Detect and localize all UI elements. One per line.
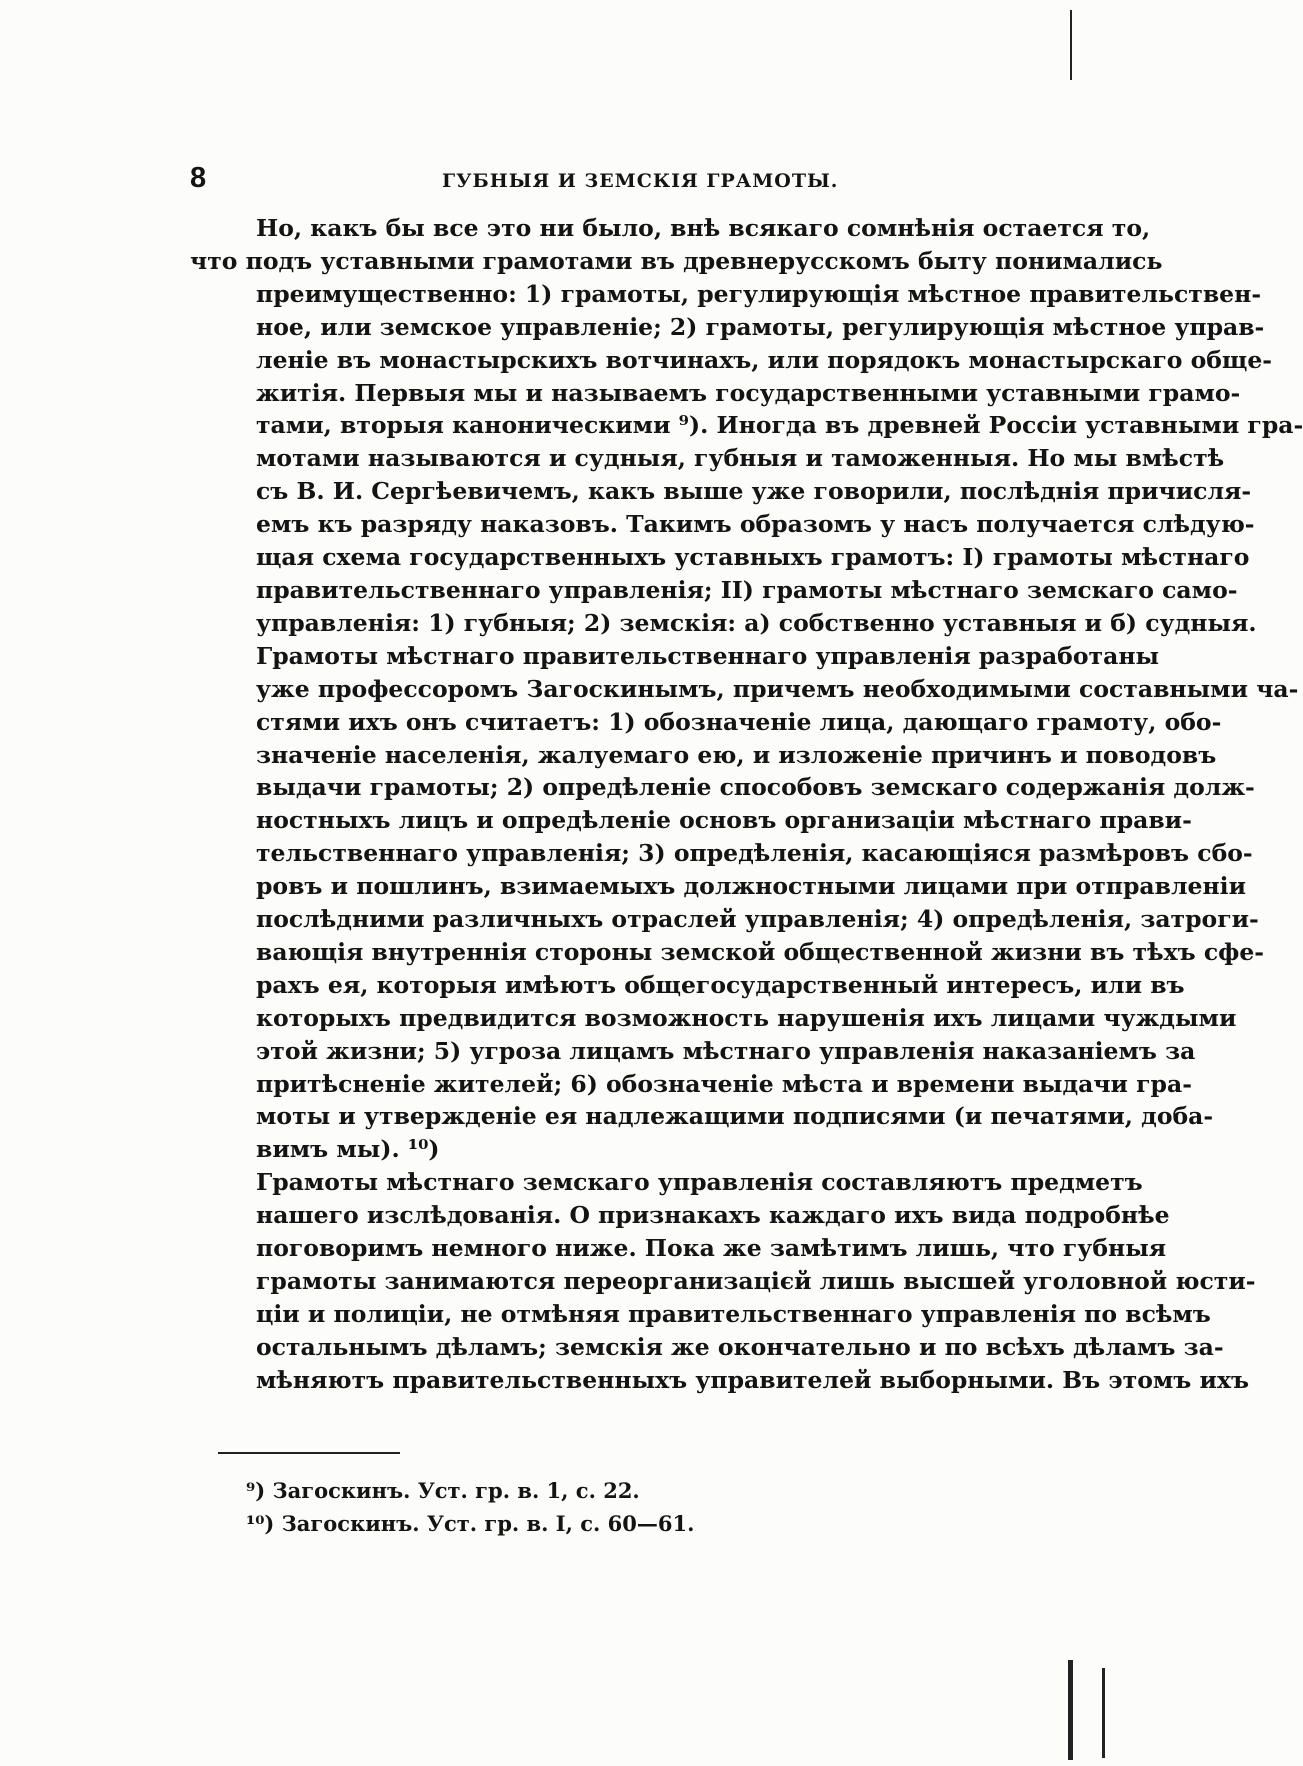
text-line: выдачи грамоты; 2) опредѣленіе способовъ земскаго содержанія долж-	[256, 773, 1255, 802]
text-line: остальнымъ дѣламъ; земскія же окончательно и по всѣхъ дѣламъ за-	[256, 1332, 1224, 1361]
footnote-rule	[218, 1452, 400, 1454]
text-line: мотами называются и судныя, губныя и таможенныя. Но мы вмѣстѣ	[256, 444, 1225, 473]
text-line: Но, какъ бы все это ни было, внѣ всякаго сомнѣнія остается то,	[256, 214, 1151, 242]
text-line: этой жизни; 5) угроза лицамъ мѣстнаго управленія наказаніемъ за	[256, 1036, 1196, 1065]
footnote-text: Загоскинъ. Уст. гр. в. I, с. 60—61.	[281, 1511, 695, 1536]
text-line: управленія: 1) губныя; 2) земскія: а) собственно уставныя и б) судныя.	[256, 608, 1257, 637]
text-line: Грамоты мѣстнаго земскаго управленія составляютъ предметъ	[256, 1168, 1143, 1197]
text-line: правительственнаго управленія; II) грамоты мѣстнаго земскаго само-	[256, 575, 1238, 604]
running-title: ГУБНЫЯ И ЗЕМСКІЯ ГРАМОТЫ.	[442, 170, 839, 192]
footnotes	[246, 1474, 946, 1540]
text-line: послѣдними различныхъ отраслей управленія; 4) опредѣленія, затроги-	[256, 905, 1259, 934]
text-line: значеніе населенія, жалуемаго ею, и изложеніе причинъ и поводовъ	[256, 740, 1217, 769]
text-line: ціи и полиціи, не отмѣняя правительственнаго управленія по всѣмъ	[256, 1299, 1211, 1328]
text-line: поговоримъ немного ниже. Пока же замѣтимъ лишь, что губныя	[256, 1234, 1167, 1263]
text-line: уже профессоромъ Загоскинымъ, причемъ необходимыми составными ча-	[256, 674, 1299, 703]
text-line: тельственнаго управленія; 3) опредѣленія, касающіяся размѣровъ сбо-	[256, 839, 1253, 868]
text-line: житія. Первыя мы и называемъ государственными уставными грамо-	[256, 378, 1241, 407]
text-line: щая схема государственныхъ уставныхъ грамотъ: I) грамоты мѣстнаго	[256, 543, 1250, 572]
text-line: леніе въ монастырскихъ вотчинахъ, или порядокъ монастырскаго обще-	[256, 345, 1273, 374]
text-line: ное, или земское управленіе; 2) грамоты, регулирующія мѣстное управ-	[256, 312, 1265, 341]
scan-edge-mark-bottom-right	[1102, 1668, 1105, 1758]
scan-edge-mark-top	[1070, 10, 1072, 80]
text-line: вающія внутреннія стороны земской общественной жизни въ тѣхъ сфе-	[256, 937, 1265, 966]
text-line: вимъ мы). ¹⁰)	[256, 1135, 440, 1164]
paragraph-3	[190, 1166, 1256, 1396]
text-line: стями ихъ онъ считаетъ: 1) обозначеніе лица, дающаго грамоту, обо-	[256, 707, 1222, 736]
text-line: съ В. И. Сергѣевичемъ, какъ выше уже говорили, послѣднія причисля-	[256, 477, 1252, 506]
footnote-mark: ⁹)	[246, 1478, 266, 1503]
footnote-10	[246, 1507, 946, 1540]
text-line: нашего изслѣдованія. О признакахъ каждаго ихъ вида подробнѣе	[256, 1201, 1170, 1230]
text-line: ровъ и пошлинъ, взимаемыхъ должностными лицами при отправленіи	[256, 872, 1247, 901]
text-line: что подъ уставными грамотами въ древнерусскомъ быту понимались	[190, 246, 1163, 275]
body-text	[190, 212, 1303, 1397]
footnote-9	[246, 1474, 946, 1507]
text-line: рахъ ея, которыя имѣютъ общегосударственный интересъ, или въ	[256, 970, 1185, 999]
text-line: тами, вторыя каноническими ⁹). Иногда въ древней Россіи уставными гра-	[256, 411, 1303, 440]
text-line: притѣсненіе жителей; 6) обозначеніе мѣста и времени выдачи гра-	[256, 1069, 1192, 1098]
text-line: преимущественно: 1) грамоты, регулирующія мѣстное правительствен-	[256, 279, 1262, 308]
text-line: грамоты занимаются переорганизацієй лишь высшей уголовной юсти-	[256, 1267, 1256, 1295]
footnote-text: Загоскинъ. Уст. гр. в. 1, с. 22.	[272, 1478, 640, 1503]
text-line: мѣняютъ правительственныхъ управителей выборными. Въ этомъ ихъ	[256, 1365, 1249, 1394]
text-line: моты и утвержденіе ея надлежащими подписями (и печатями, доба-	[256, 1102, 1214, 1131]
footnote-mark: ¹⁰)	[246, 1511, 275, 1536]
paragraph-2	[190, 640, 1299, 1167]
text-line: Грамоты мѣстнаго правительственнаго управленія разработаны	[256, 641, 1160, 670]
running-head	[190, 162, 1010, 202]
text-line: ностныхъ лицъ и опредѣленіе основъ организаціи мѣстнаго прави-	[256, 806, 1192, 835]
page-number: 8	[190, 162, 207, 194]
text-line: емъ къ разряду наказовъ. Такимъ образомъ у насъ получается слѣдую-	[256, 510, 1255, 539]
paragraph-1	[190, 212, 1303, 640]
text-line: которыхъ предвидится возможность нарушенія ихъ лицами чуждыми	[256, 1003, 1237, 1032]
scan-edge-mark-bottom	[1068, 1660, 1073, 1760]
